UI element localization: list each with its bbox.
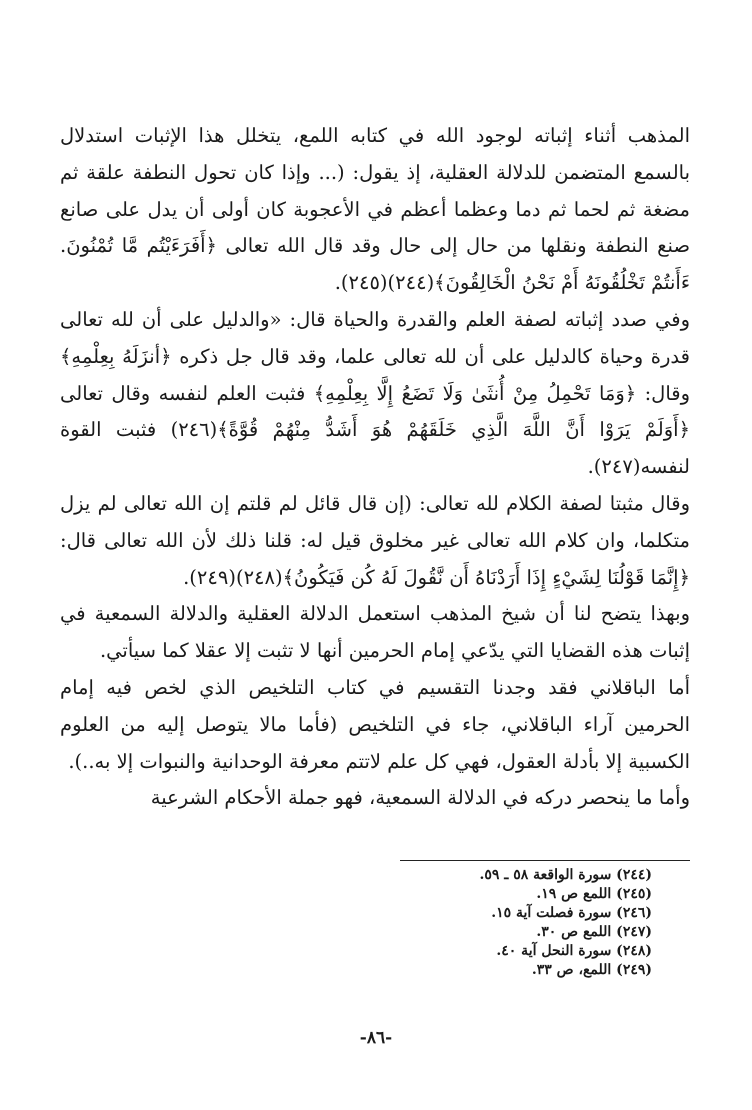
- paragraph-4: وبهذا يتضح لنا أن شيخ المذهب استعمل الدلالة العقلية والدلالة السمعية في إثبات هذه القضايا التي يدّعي إمام الحرمين أنها لا تثبت إلا عقلا كما سيأتي.: [60, 602, 690, 663]
- paragraph-3: وقال مثبتا لصفة الكلام لله تعالى: (إن قال قائل لم قلتم إن الله تعالى لم يزل متكلما، وان كلام الله تعالى غير مخلوق قيل له: قلنا ذلك لأن الله تعالى قال: ﴿إِنَّمَا قَوْلُنَا لِشَيْءٍ إِذَا أَرَدْنَاهُ أَن نَّقُولَ لَهُ كُن فَيَكُونُ﴾(٢٤٨)(٢٤٩).: [60, 491, 690, 589]
- main-text: [60, 118, 690, 817]
- page-number: -٨٦-: [359, 1028, 393, 1048]
- paragraph-2: وفي صدد إثباته لصفة العلم والقدرة والحياة قال: «والدليل على أن لله تعالى قدرة وحياة كالدليل على أن لله تعالى علما، وقد قال جل ذكره ﴿أنزَلَهُ بِعِلْمِهِ﴾ وقال: ﴿وَمَا تَحْمِلُ مِنْ أُنثَىٰ وَلَا تَضَعُ إِلَّا بِعِلْمِهِ﴾ فثبت العلم لنفسه وقال تعالى ﴿أَوَلَمْ يَرَوْا أَنَّ اللَّهَ الَّذِي خَلَقَهُمْ هُوَ أَشَدُّ مِنْهُمْ قُوَّةً﴾(٢٤٦) فثبت القوة لنفسه(٢٤٧).: [60, 307, 690, 479]
- footnote-248: (٢٤٨) سورة النحل آية ٤٠.: [496, 943, 652, 959]
- paragraph-5: أما الباقلاني فقد وجدنا التقسيم في كتاب التلخيص الذي لخص فيه إمام الحرمين آراء الباقلاني، جاء في التلخيص (فأما مالا يتوصل إليه من العلوم الكسبية إلا بأدلة العقول، فهي كل علم لاتتم معرفة الوحدانية والنبوات إلا به..).: [60, 675, 690, 773]
- footnote-244: (٢٤٤) سورة الواقعة ٥٨ ـ ٥٩.: [479, 867, 652, 883]
- footnote-249: (٢٤٩) اللمع، ص ٣٣.: [531, 962, 652, 978]
- paragraph-6: وأما ما ينحصر دركه في الدلالة السمعية، فهو جملة الأحكام الشرعية: [150, 786, 690, 810]
- footnote-divider: [400, 860, 690, 861]
- footnotes-list: [232, 866, 652, 980]
- footnote-247: (٢٤٧) اللمع ص ٣٠.: [536, 924, 652, 940]
- footnote-246: (٢٤٦) سورة فصلت آية ١٥.: [491, 905, 652, 921]
- footnote-245: (٢٤٥) اللمع ص ١٩.: [536, 886, 652, 902]
- paragraph-1: المذهب أثناء إثباته لوجود الله في كتابه اللمع، يتخلل هذا الإثبات استدلال بالسمع المتضمن للدلالة العقلية، إذ يقول: (... وإذا كان تحول النطفة علقة ثم مضغة ثم لحما ثم دما وعظما أعظم في الأعجوبة كان أولى أن يدل على صانع صنع النطفة ونقلها من حال إلى حال وقد قال الله تعالى ﴿أَفَرَءَيْتُم مَّا تُمْنُونَ. ءَأَنتُمْ تَخْلُقُونَهُ أَمْ نَحْنُ الْخَالِقُونَ﴾(٢٤٤)(٢٤٥).: [60, 124, 690, 295]
